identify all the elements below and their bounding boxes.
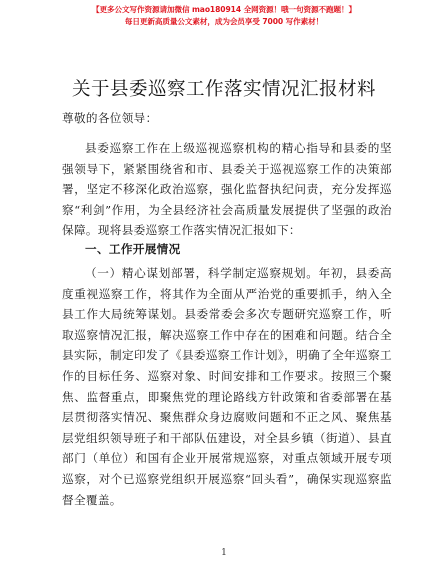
promo-banner-line-1: 【更多公文写作资源请加微信 mao180914 全网资源！哦一句资源不跑题！】 xyxy=(92,5,356,14)
section-heading: 一、工作开展情况 xyxy=(85,242,181,256)
promo-banner-line-2: 每日更新高质量公文素材，成为会员享受 7000 写作素材！ xyxy=(124,17,324,26)
salutation: 尊敬的各位领导： xyxy=(62,111,158,125)
page-number: 1 xyxy=(221,548,227,558)
intro-paragraph: 县委巡察工作在上级巡视巡察机构的精心指导和县委的坚强领导下，紧紧围绕省和市、县委关于巡视巡察工作的决策部署，坚定不移深化政治巡察，强化监督执纪问责，充分发挥巡察“利剑”作用，为全县经济社会高质量发展提供了坚强的政治保障。现将县委巡察工作落实情况汇报如下： xyxy=(62,141,392,238)
document-title: 关于县委巡察工作落实情况汇报材料 xyxy=(71,79,376,100)
promo-banner xyxy=(0,4,448,28)
section-body-paragraph: （一）精心谋划部署，科学制定巡察规划。年初，县委高度重视巡察工作，将其作为全面从严治党的重要抓手，纳入全县工作大局统筹谋划。县委常委会多次专题研究巡察工作，听取巡察情况汇报，解决巡察工作中存在的困难和问题。结合全县实际，制定印发了《县委巡察工作计划》，明确了全年巡察工作的目标任务、巡察对象、时间安排和工作要求。按照三个聚焦、监督重点，即聚焦党的理论路线方针政策和省委部署在基层贯彻落实情况、聚焦群众身边腐败问题和不正之风、聚焦基层党组织领导班子和干部队伍建设，对全县乡镇（街道）、县直部门（单位）和国有企业开展常规巡察，对重点领域开展专项巡察，对个已巡察党组织开展巡察“回头看”，确保实现巡察监督全覆盖。 xyxy=(62,266,392,507)
